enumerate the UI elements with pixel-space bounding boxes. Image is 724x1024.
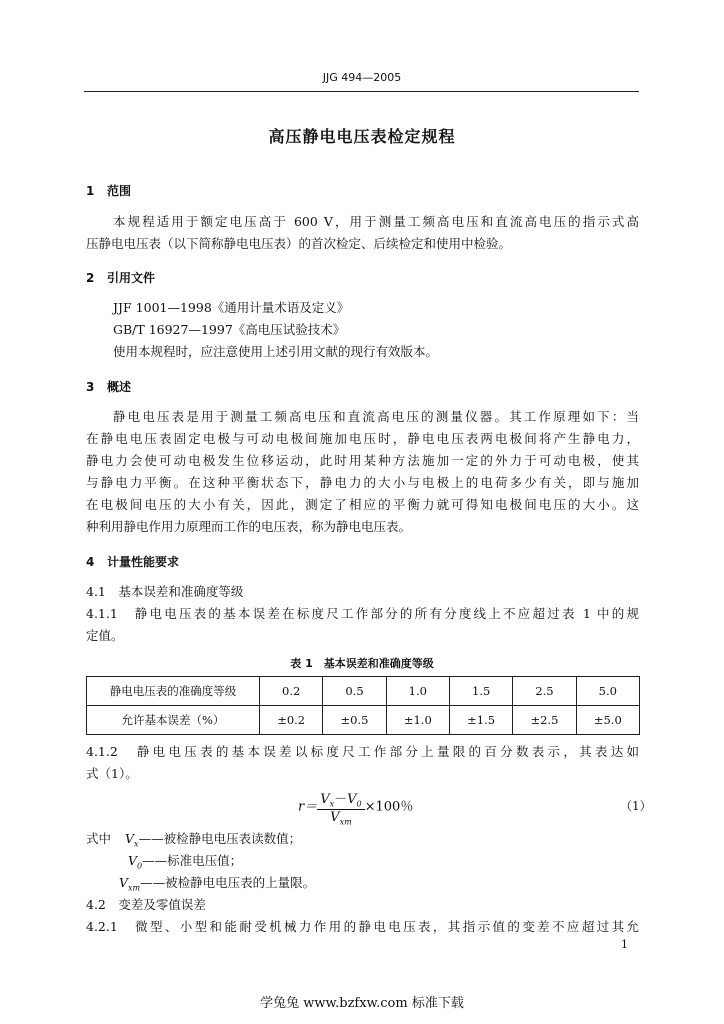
section-3-heading: 3 概述 <box>86 380 132 394</box>
reference-note: 使用本规程时，应注意使用上述引用文献的现行有效版本。 <box>113 344 439 359</box>
document-title: 高压静电电压表检定规程 <box>268 127 456 146</box>
table-cell: ±2.5 <box>513 706 576 735</box>
section-3-line: 与静电力平衡。在这种平衡状态下，静电力的大小与电极上的电荷多少有关，即与施加 <box>86 475 639 490</box>
formula-where-line: $V_0——$标准电压值； <box>128 853 243 871</box>
reference-item: GB/T 16927—1997《高电压试验技术》 <box>113 322 346 337</box>
section-3-line: 静电电压表是用于测量工频高电压和直流高电压的测量仪器。其工作原理如下：当 <box>113 409 639 424</box>
clause-4-1-1-line: 4.1.1 静电电压表的基本误差在标度尺工作部分的所有分度线上不应超过表 1 中的规 <box>86 606 639 621</box>
table-row-label: 静电电压表的准确度等级 <box>87 677 260 706</box>
table-cell: ±0.5 <box>323 706 386 735</box>
clause-4-2-1-line: 4.2.1 微型、小型和能耐受机械力作用的静电电压表，其指示值的变差不应超过其允 <box>86 919 639 934</box>
section-1-line: 压静电电压表（以下简称静电电压表）的首次检定、后续检定和使用中检验。 <box>86 236 512 251</box>
table-row <box>87 677 640 706</box>
table-cell: 1.0 <box>386 677 449 706</box>
table-cell: 0.5 <box>323 677 386 706</box>
section-4-heading: 4 计量性能要求 <box>86 555 180 569</box>
formula-lhs: r＝ <box>298 799 318 815</box>
document-code-header: JJG 494—2005 <box>322 71 402 84</box>
page-number: 1 <box>621 938 628 951</box>
subsection-4-2: 4.2 变差及零值误差 <box>86 897 206 912</box>
table-row-label: 允许基本误差（%） <box>87 706 260 735</box>
table-caption: 表 1 基本误差和准确度等级 <box>290 657 434 670</box>
error-formula <box>298 788 413 826</box>
table-cell: 5.0 <box>576 677 639 706</box>
clause-4-1-2-line: 4.1.2 静电电压表的基本误差以标度尺工作部分上量限的百分数表示，其表达如 <box>86 744 639 759</box>
header-rule <box>84 91 639 92</box>
table-cell: ±1.5 <box>449 706 512 735</box>
equation-number: （1） <box>620 799 652 813</box>
section-1-line: 本规程适用于额定电压高于 600 V，用于测量工频高电压和直流高电压的指示式高 <box>113 214 639 229</box>
table-cell: ±0.2 <box>260 706 323 735</box>
formula-where-line: $V_{xm}——$被检静电电压表的上量限。 <box>119 875 316 893</box>
subsection-4-1: 4.1 基本误差和准确度等级 <box>86 584 244 599</box>
section-3-line: 在静电电压表固定电极与可动电极间施加电压时，静电电压表两电极间将产生静电力， <box>86 431 639 446</box>
clause-4-1-1-line: 定值。 <box>86 628 124 643</box>
formula-where-line: 式中 $V_x——$被检静电电压表读数值； <box>86 831 302 849</box>
clause-4-1-2-line: 式（1）。 <box>86 766 138 781</box>
table-cell: 0.2 <box>260 677 323 706</box>
table-row <box>87 706 640 735</box>
table-cell: 2.5 <box>513 677 576 706</box>
table-cell: 1.5 <box>449 677 512 706</box>
reference-item: JJF 1001—1998《通用计量术语及定义》 <box>113 300 350 315</box>
table-cell: ±1.0 <box>386 706 449 735</box>
section-2-heading: 2 引用文件 <box>86 271 156 285</box>
accuracy-table <box>86 676 640 735</box>
watermark-footer: 学兔兔 www.bzfxw.com 标准下载 <box>260 996 464 1011</box>
section-3-line: 静电力会使可动电极发生位移运动，此时用某种方法施加一定的外力于可动电极，使其 <box>86 453 639 468</box>
table-cell: ±5.0 <box>576 706 639 735</box>
section-3-line: 在电极间电压的大小有关，因此，测定了相应的平衡力就可得知电极间电压的大小。这 <box>86 497 639 512</box>
section-1-heading: 1 范围 <box>86 184 132 198</box>
formula-rhs: ×100％ <box>364 799 414 815</box>
section-3-line: 种利用静电作用力原理而工作的电压表，称为静电电压表。 <box>86 519 412 534</box>
formula-fraction: $\frac{V_x-V_0}{V_{xm}}$ <box>317 788 364 826</box>
